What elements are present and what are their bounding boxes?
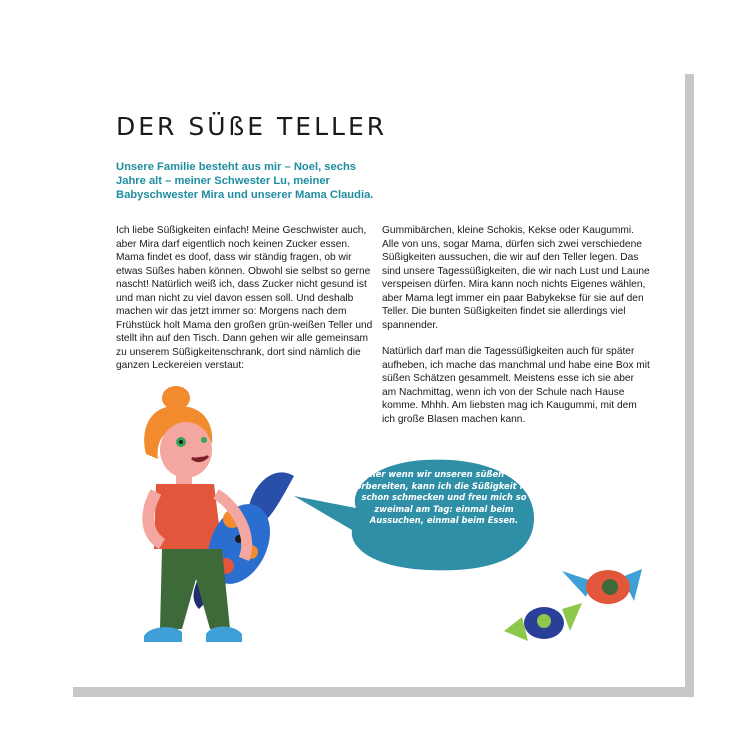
girl-illustration xyxy=(134,384,294,644)
speech-bubble-text: Immer wenn wir unseren süßen Teller vorbereiten, kann ich die Süßigkeit fast schon schmecken und freu mich so zweimal am Tag: einmal beim Aussuchen, einmal beim Essen. xyxy=(350,469,538,526)
right-paragraph-1: Gummibärchen, kleine Schokis, Kekse oder Kaugummi. Alle von uns, sogar Mama, dürfen sich zwei verschiedene Süßigkeiten aussuchen, die wir auf den Teller legen. Das sind unsere Tagessüßigkeiten, die wir nach Lust und Laune verspeisen dürfen. Mira kann noch nichts Eigenes wählen, aber Mama legt immer ein paar Babykekse für sie auf den Teller. Die bunten Süßigkeiten findet sie allerdings viel spannender. xyxy=(382,225,650,331)
left-column xyxy=(116,224,378,386)
intro-text: Unsere Familie besteht aus mir – Noel, sechs Jahre alt – meiner Schwester Lu, meiner Babyschwester Mira und unserer Mama Claudia. xyxy=(116,161,374,201)
right-paragraph-2: Natürlich darf man die Tagessüßigkeiten auch für später aufheben, ich mache das manchmal und habe eine Box mit süßen Schätzen gesammelt. Meistens esse ich sie aber am Nachmittag, wenn ich von der Schule nach Hause komme. Mhhh. Am liebsten mag ich Kaugummi, mit dem ich große Blasen machen kann. xyxy=(382,346,650,425)
right-column xyxy=(382,224,650,439)
left-paragraph-1: Ich liebe Süßigkeiten einfach! Meine Geschwister auch, aber Mira darf eigentlich noch keinen Zucker essen. Mama findet es doof, dass wir ständig fragen, ob wir etwas Süßes haben können. Obwohl sie selbst so gerne nascht! Natürlich weiß ich, dass Zucker nicht gesund ist und man nicht zu viel davon essen soll. Und deshalb machen wir das jetzt immer so: Morgens nach dem Frühstück holt Mama den großen grün-weißen Teller und stellt ihn auf den Tisch. Dann gehen wir alle gemeinsam zu unserem Süßigkeitenschrank, dort sind nämlich die ganzen Leckereien verstaut: xyxy=(116,225,373,371)
candies-illustration xyxy=(504,559,644,649)
page-title: DER SÜßE TELLER xyxy=(116,112,388,141)
book-page xyxy=(64,64,685,687)
